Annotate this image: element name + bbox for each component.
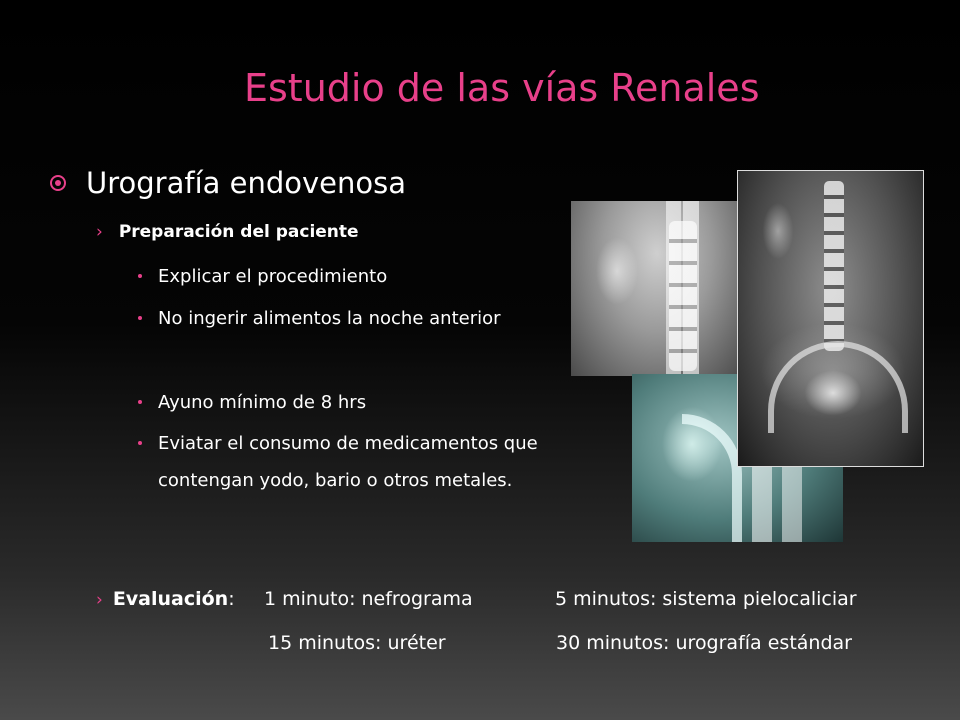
evaluation-colon: : <box>228 588 235 610</box>
xray-pelvis-shape <box>768 341 908 433</box>
xray-spine-shape <box>669 221 697 371</box>
eval-time-3: 15 minutos: uréter <box>268 632 446 654</box>
prep-item-2 <box>138 300 523 337</box>
prep-item-text: Ayuno mínimo de 8 hrs <box>158 392 367 413</box>
main-bullet-text: Urografía endovenosa <box>86 166 406 200</box>
chevron-right-icon: › <box>96 222 103 242</box>
dot-bullet-icon <box>138 316 142 320</box>
eval-time-2: 5 minutos: sistema pielocaliciar <box>555 588 857 610</box>
eval-time-4: 30 minutos: urografía estándar <box>556 632 852 654</box>
xray-image-kidneys <box>571 201 743 376</box>
dot-bullet-icon <box>138 441 142 445</box>
chevron-right-icon: › <box>96 590 103 610</box>
prep-item-1 <box>138 258 538 295</box>
eval-time-1: 1 minuto: nefrograma <box>264 588 473 610</box>
prep-item-text: Eviatar el consumo de medicamentos que contengan yodo, bario o otros metales. <box>158 433 538 491</box>
prep-item-text: No ingerir alimentos la noche anterior <box>158 308 501 329</box>
preparation-heading-text: Preparación del paciente <box>118 222 359 242</box>
dot-bullet-icon <box>138 400 142 404</box>
preparation-heading <box>96 222 359 242</box>
evaluation-heading-text: Evaluación <box>112 588 229 610</box>
xray-ureter-shape <box>682 414 742 542</box>
prep-item-3 <box>138 384 538 421</box>
prep-item-4 <box>138 425 538 499</box>
evaluation-heading <box>96 588 235 610</box>
xray-image-urogram <box>737 170 924 467</box>
xray-spine-shape <box>824 181 844 351</box>
prep-item-text: Explicar el procedimiento <box>158 266 388 287</box>
main-bullet <box>50 166 406 200</box>
slide-title: Estudio de las vías Renales <box>244 66 760 110</box>
circle-dot-bullet-icon <box>50 175 66 191</box>
dot-bullet-icon <box>138 274 142 278</box>
